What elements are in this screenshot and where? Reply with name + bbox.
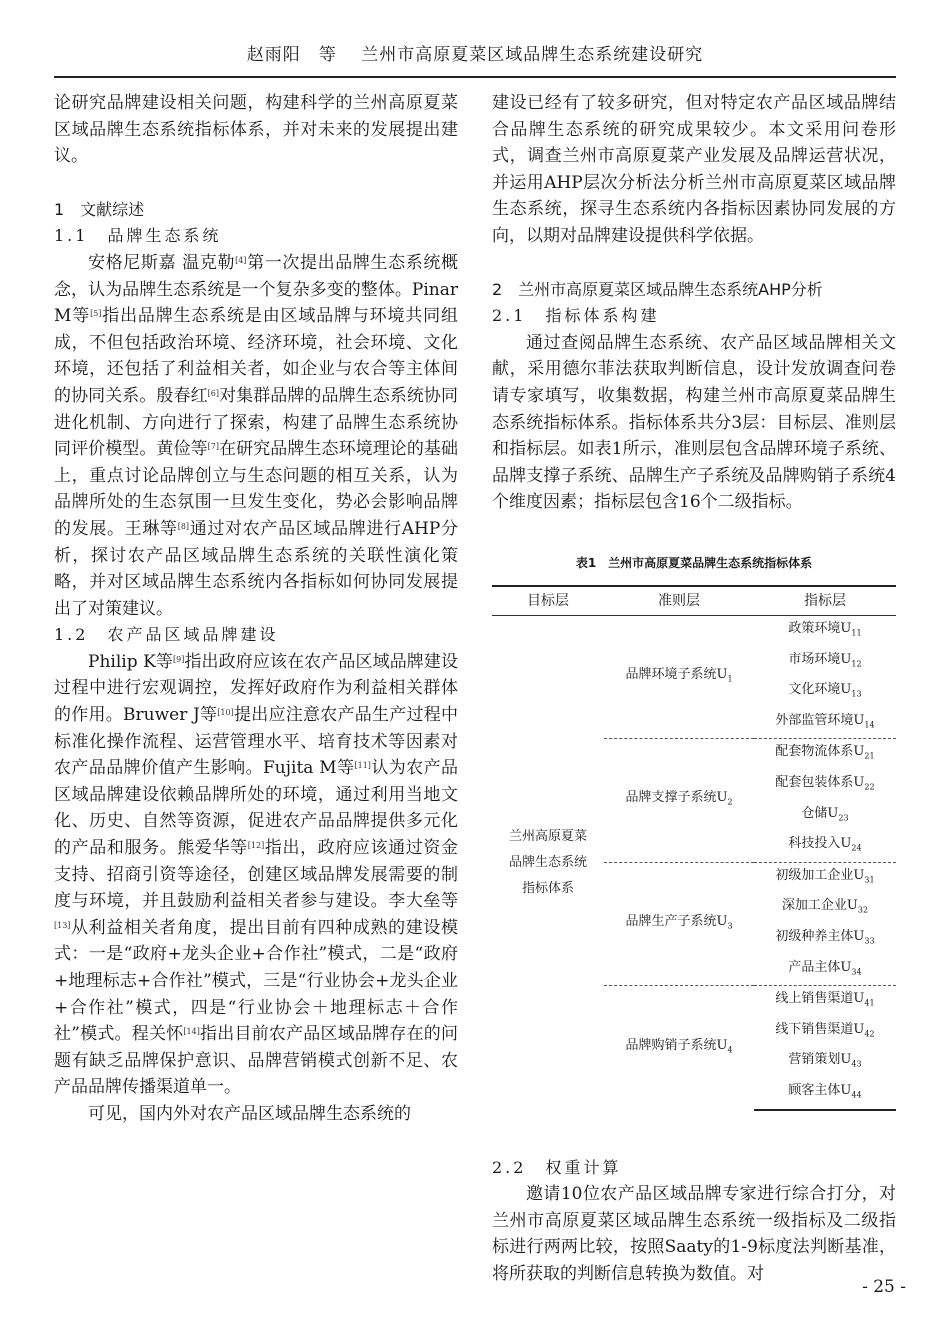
paragraph: 可见，国内外对农产品区域品牌生态系统的	[88, 1103, 411, 1124]
citation: [8]	[177, 521, 190, 531]
indicator-label: 营销策划U	[788, 1052, 852, 1068]
section-heading-1: 1 文献综述	[54, 199, 145, 219]
indicator-cell	[754, 647, 896, 678]
indicator-cell	[754, 1017, 896, 1048]
indicator-cell	[754, 770, 896, 801]
paragraph: 论研究品牌建设相关问题，构建科学的兰州高原夏菜区域品牌生态系统指标体系，并对未来的发展提出建议。	[54, 93, 458, 167]
paragraph: Philip K等[9]指出政府应该在农产品区域品牌建设过程中进行宏观调控，发挥好政府作为利益相关群体的作用。Bruwer J等[10]提出应注意农产品生产过程中标准化操作流程、运营管理水平、培育技术等因素对农产品品牌价值产生影响。Fujita M等[11]认为农产品区域品牌建设依赖品牌所处的环境，通过利用当地文化、历史、自然等资源，促进农产品品牌提供多元化的产品和服务。熊爱华等[12]指出，政府应该通过资金支持、招商引资等途径，创建区域品牌发展需要的制度与环境，并且鼓励利益相关者参与建设。李大垒等[13]从利益相关者角度，提出目前有四种成熟的建设模式：一是“政府+龙头企业+合作社”模式，二是“政府+地理标志+合作社”模式，三是“行业协会+龙头企业+合作社”模式，四是“行业协会＋地理标志＋合作社”模式。程关怀[14]指出目前农产品区域品牌存在的问题有缺乏品牌保护意识、品牌营销模式创新不足、农产品品牌传播渠道单一。	[54, 651, 459, 1098]
indicator-subscript: 11	[851, 628, 862, 638]
indicator-subscript: 34	[851, 967, 862, 977]
criterion-subscript: 1	[727, 674, 733, 684]
table-header: 指标层	[754, 586, 896, 616]
indicator-subscript: 13	[851, 689, 862, 699]
paragraph: 建设已经有了较多研究，但对特定农产品区域品牌结合品牌生态系统的研究成果较少。本文采用问卷形式，调查兰州市高原夏菜产业发展及品牌运营状况，并运用AHP层次分析法分析兰州市高原夏菜区域品牌生态系统，探寻生态系统内各指标因素协同发展的方向，以期对品牌建设提供科学依据。	[492, 93, 896, 246]
citation: [9]	[173, 654, 185, 664]
criterion-label: 品牌生产子系统U	[625, 913, 728, 929]
subsection-heading-1-2: 1.2 农产品区域品牌建设	[54, 625, 279, 645]
citation: [5]	[90, 309, 102, 319]
indicator-cell	[754, 955, 896, 986]
indicator-label: 初级种养主体U	[775, 929, 865, 945]
indicator-label: 政策环境U	[788, 621, 852, 637]
indicator-cell	[754, 801, 896, 832]
indicator-cell	[754, 893, 896, 924]
indicator-subscript: 24	[851, 843, 862, 853]
indicator-label: 科技投入U	[788, 836, 852, 852]
indicator-subscript: 43	[851, 1060, 862, 1069]
criterion-subscript: 2	[727, 797, 733, 807]
criterion-label: 品牌购销子系统U	[625, 1037, 728, 1053]
criterion-label: 品牌环境子系统U	[625, 666, 728, 682]
header-authors: 赵雨阳 等	[246, 45, 337, 65]
citation: [7]	[207, 442, 219, 452]
indicator-cell	[754, 677, 896, 708]
subsection-heading-1-1: 1.1 品牌生态系统	[54, 226, 222, 246]
citation: [12]	[247, 841, 265, 851]
citation: [11]	[354, 761, 371, 771]
indicator-label: 线上销售渠道U	[775, 991, 865, 1007]
indicator-table	[492, 585, 896, 1111]
criterion-cell	[604, 986, 754, 1110]
citation: [10]	[217, 708, 234, 718]
goal-cell	[492, 616, 604, 1110]
table-header: 目标层	[492, 586, 604, 616]
criterion-label: 品牌支撑子系统U	[625, 790, 728, 806]
subsection-heading-2-1: 2.1 指标体系构建	[492, 306, 660, 326]
indicator-label: 初级加工企业U	[775, 867, 865, 883]
citation: [13]	[54, 920, 71, 930]
indicator-label: 仓储U	[801, 805, 839, 821]
table-row	[492, 616, 896, 647]
running-header	[0, 40, 950, 65]
indicator-label: 文化环境U	[788, 682, 852, 698]
indicator-cell	[754, 924, 896, 955]
indicator-subscript: 21	[864, 752, 875, 762]
indicator-label: 产品主体U	[788, 959, 852, 975]
indicator-label: 外部监管环境U	[775, 712, 865, 728]
indicator-subscript: 32	[857, 906, 869, 916]
criterion-cell	[604, 616, 754, 739]
indicator-label: 市场环境U	[788, 651, 852, 667]
indicator-label: 配套包装体系U	[775, 775, 865, 791]
criterion-subscript: 4	[727, 1045, 733, 1055]
indicator-subscript: 33	[864, 936, 875, 946]
indicator-subscript: 23	[838, 813, 849, 823]
header-rule	[54, 76, 896, 78]
indicator-subscript: 12	[851, 659, 862, 669]
citation: [4]	[235, 255, 247, 265]
subsection-heading-2-2: 2.2 权重计算	[492, 1157, 622, 1177]
right-column	[492, 90, 896, 1288]
paragraph: 安格尼斯嘉 温克勒[4]第一次提出品牌生态系统概念，认为品牌生态系统是一个复杂多变的整体。Pinar M等[5]指出品牌生态系统是由区域品牌与环境共同组成，不但包括政治环境、经济环境，社会环境、文化环境，还包括了利益相关者，如企业与农合等主体间的协同关系。殷春红[6]对集群品牌的品牌生态系统协同进化机制、方向进行了探索，构建了品牌生态系统协同评价模型。黄俭等[7]在研究品牌生态环境理论的基础上，重点讨论品牌创立与生态问题的相互关系，认为品牌所处的生态氛围一旦发生变化，势必会影响品牌的发展。王琳等[8]通过对农产品区域品牌进行AHP分析，探讨农产品区域品牌生态系统的关联性演化策略，并对区域品牌生态系统内各指标如何协同发展提出了对策建议。	[54, 252, 459, 619]
indicator-cell	[754, 708, 896, 739]
indicator-cell	[754, 739, 896, 770]
indicator-subscript: 22	[864, 782, 875, 792]
header-title: 兰州市高原夏菜区域品牌生态系统建设研究	[361, 45, 704, 65]
indicator-subscript: 42	[864, 1029, 875, 1039]
section-heading-2: 2 兰州市高原夏菜区域品牌生态系统AHP分析	[492, 279, 823, 299]
goal-text: 兰州高原夏菜	[508, 828, 587, 844]
citation: [14]	[183, 1027, 200, 1037]
indicator-subscript: 31	[864, 875, 875, 885]
paragraph: 通过查阅品牌生态系统、农产品区域品牌相关文献，采用德尔菲法获取判断信息，设计发放调查问卷请专家填写，收集数据，构建兰州市高原夏菜品牌生态系统指标体系。指标体系共分3层：目标层、准则层和指标层。如表1所示，准则层包含品牌环境子系统、品牌支撑子系统、品牌生产子系统及品牌购销子系统4个维度因素；指标层包含16个二级指标。	[492, 332, 896, 513]
indicator-label: 深加工企业U	[781, 898, 858, 914]
indicator-subscript: 41	[864, 998, 875, 1008]
indicator-cell	[754, 616, 896, 647]
indicator-label: 配套物流体系U	[775, 744, 865, 760]
goal-text: 指标体系	[521, 880, 574, 896]
left-column	[54, 90, 458, 1128]
criterion-cell	[604, 739, 754, 862]
indicator-label: 线下销售渠道U	[775, 1021, 865, 1037]
citation: [6]	[207, 388, 219, 398]
goal-text: 品牌生态系统	[508, 854, 587, 870]
table-caption: 表1 兰州市高原夏菜品牌生态系统指标体系	[575, 555, 813, 570]
indicator-cell	[754, 986, 896, 1017]
indicator-subscript: 44	[851, 1090, 862, 1100]
indicator-label: 顾客主体U	[788, 1083, 852, 1098]
page-number: - 25 -	[862, 1277, 906, 1297]
indicator-cell	[754, 1047, 896, 1078]
table-header: 准则层	[604, 586, 754, 616]
paragraph: 邀请10位农产品区域品牌专家进行综合打分，对兰州市高原夏菜区域品牌生态系统一级指标及二级指标进行两两比较，按照Saaty的1-9标度法判断基准，将所获取的判断信息转换为数值。对	[492, 1184, 896, 1284]
indicator-cell	[754, 831, 896, 862]
indicator-cell	[754, 1078, 896, 1110]
criterion-cell	[604, 862, 754, 985]
criterion-subscript: 3	[727, 921, 733, 931]
indicator-cell	[754, 862, 896, 893]
indicator-subscript: 14	[864, 720, 875, 730]
